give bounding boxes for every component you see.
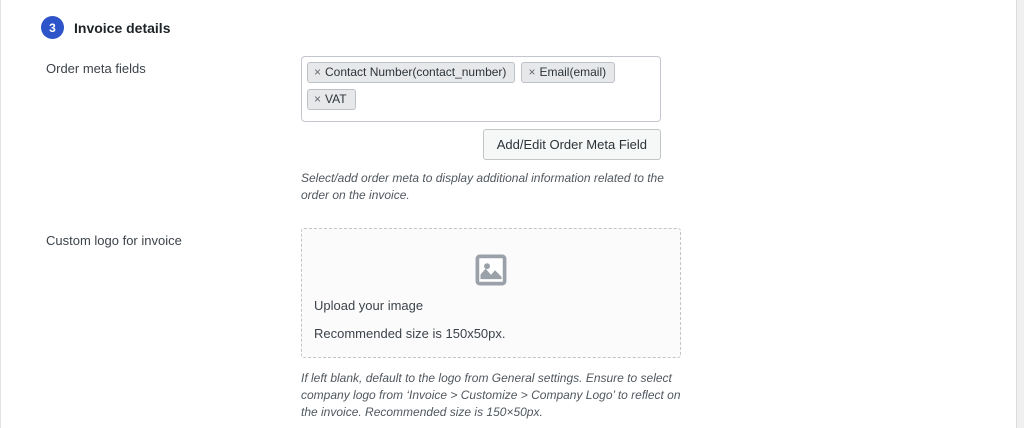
meta-tag-label: Email(email)	[539, 65, 607, 79]
remove-tag-icon[interactable]: ×	[528, 65, 536, 79]
meta-tag-label: Contact Number(contact_number)	[325, 65, 507, 79]
custom-logo-help-text: If left blank, default to the logo from General settings. Ensure to select company logo from ‘Invoice > Customize > Company Logo’ to reflect on the invoice. Recommended size is 150×50px.	[301, 371, 681, 419]
section-header	[41, 16, 1016, 39]
custom-logo-label: Custom logo for invoice	[46, 233, 182, 248]
upload-size-hint: Recommended size is 150x50px.	[314, 326, 506, 341]
meta-tag-contact-number[interactable]	[307, 62, 515, 83]
meta-tag-vat[interactable]	[307, 89, 356, 110]
logo-upload-dropzone[interactable]	[301, 228, 681, 358]
meta-tag-label: VAT	[325, 92, 347, 106]
remove-tag-icon[interactable]: ×	[314, 65, 322, 79]
order-meta-label: Order meta fields	[46, 61, 146, 76]
image-placeholder-icon	[474, 253, 508, 287]
upload-title: Upload your image	[314, 298, 424, 313]
order-meta-help-text: Select/add order meta to display additional information related to the order on the invoice.	[301, 171, 664, 202]
order-meta-row	[1, 56, 1016, 204]
add-edit-order-meta-button[interactable]: Add/Edit Order Meta Field	[483, 129, 661, 160]
remove-tag-icon[interactable]: ×	[314, 92, 322, 106]
scrollbar-track[interactable]	[1016, 0, 1024, 428]
meta-tag-email[interactable]	[521, 62, 615, 83]
custom-logo-row	[1, 228, 1016, 421]
step-number-badge: 3	[41, 16, 64, 39]
invoice-details-section	[1, 0, 1016, 428]
section-title: Invoice details	[74, 19, 171, 36]
order-meta-multiselect[interactable]	[301, 56, 661, 122]
